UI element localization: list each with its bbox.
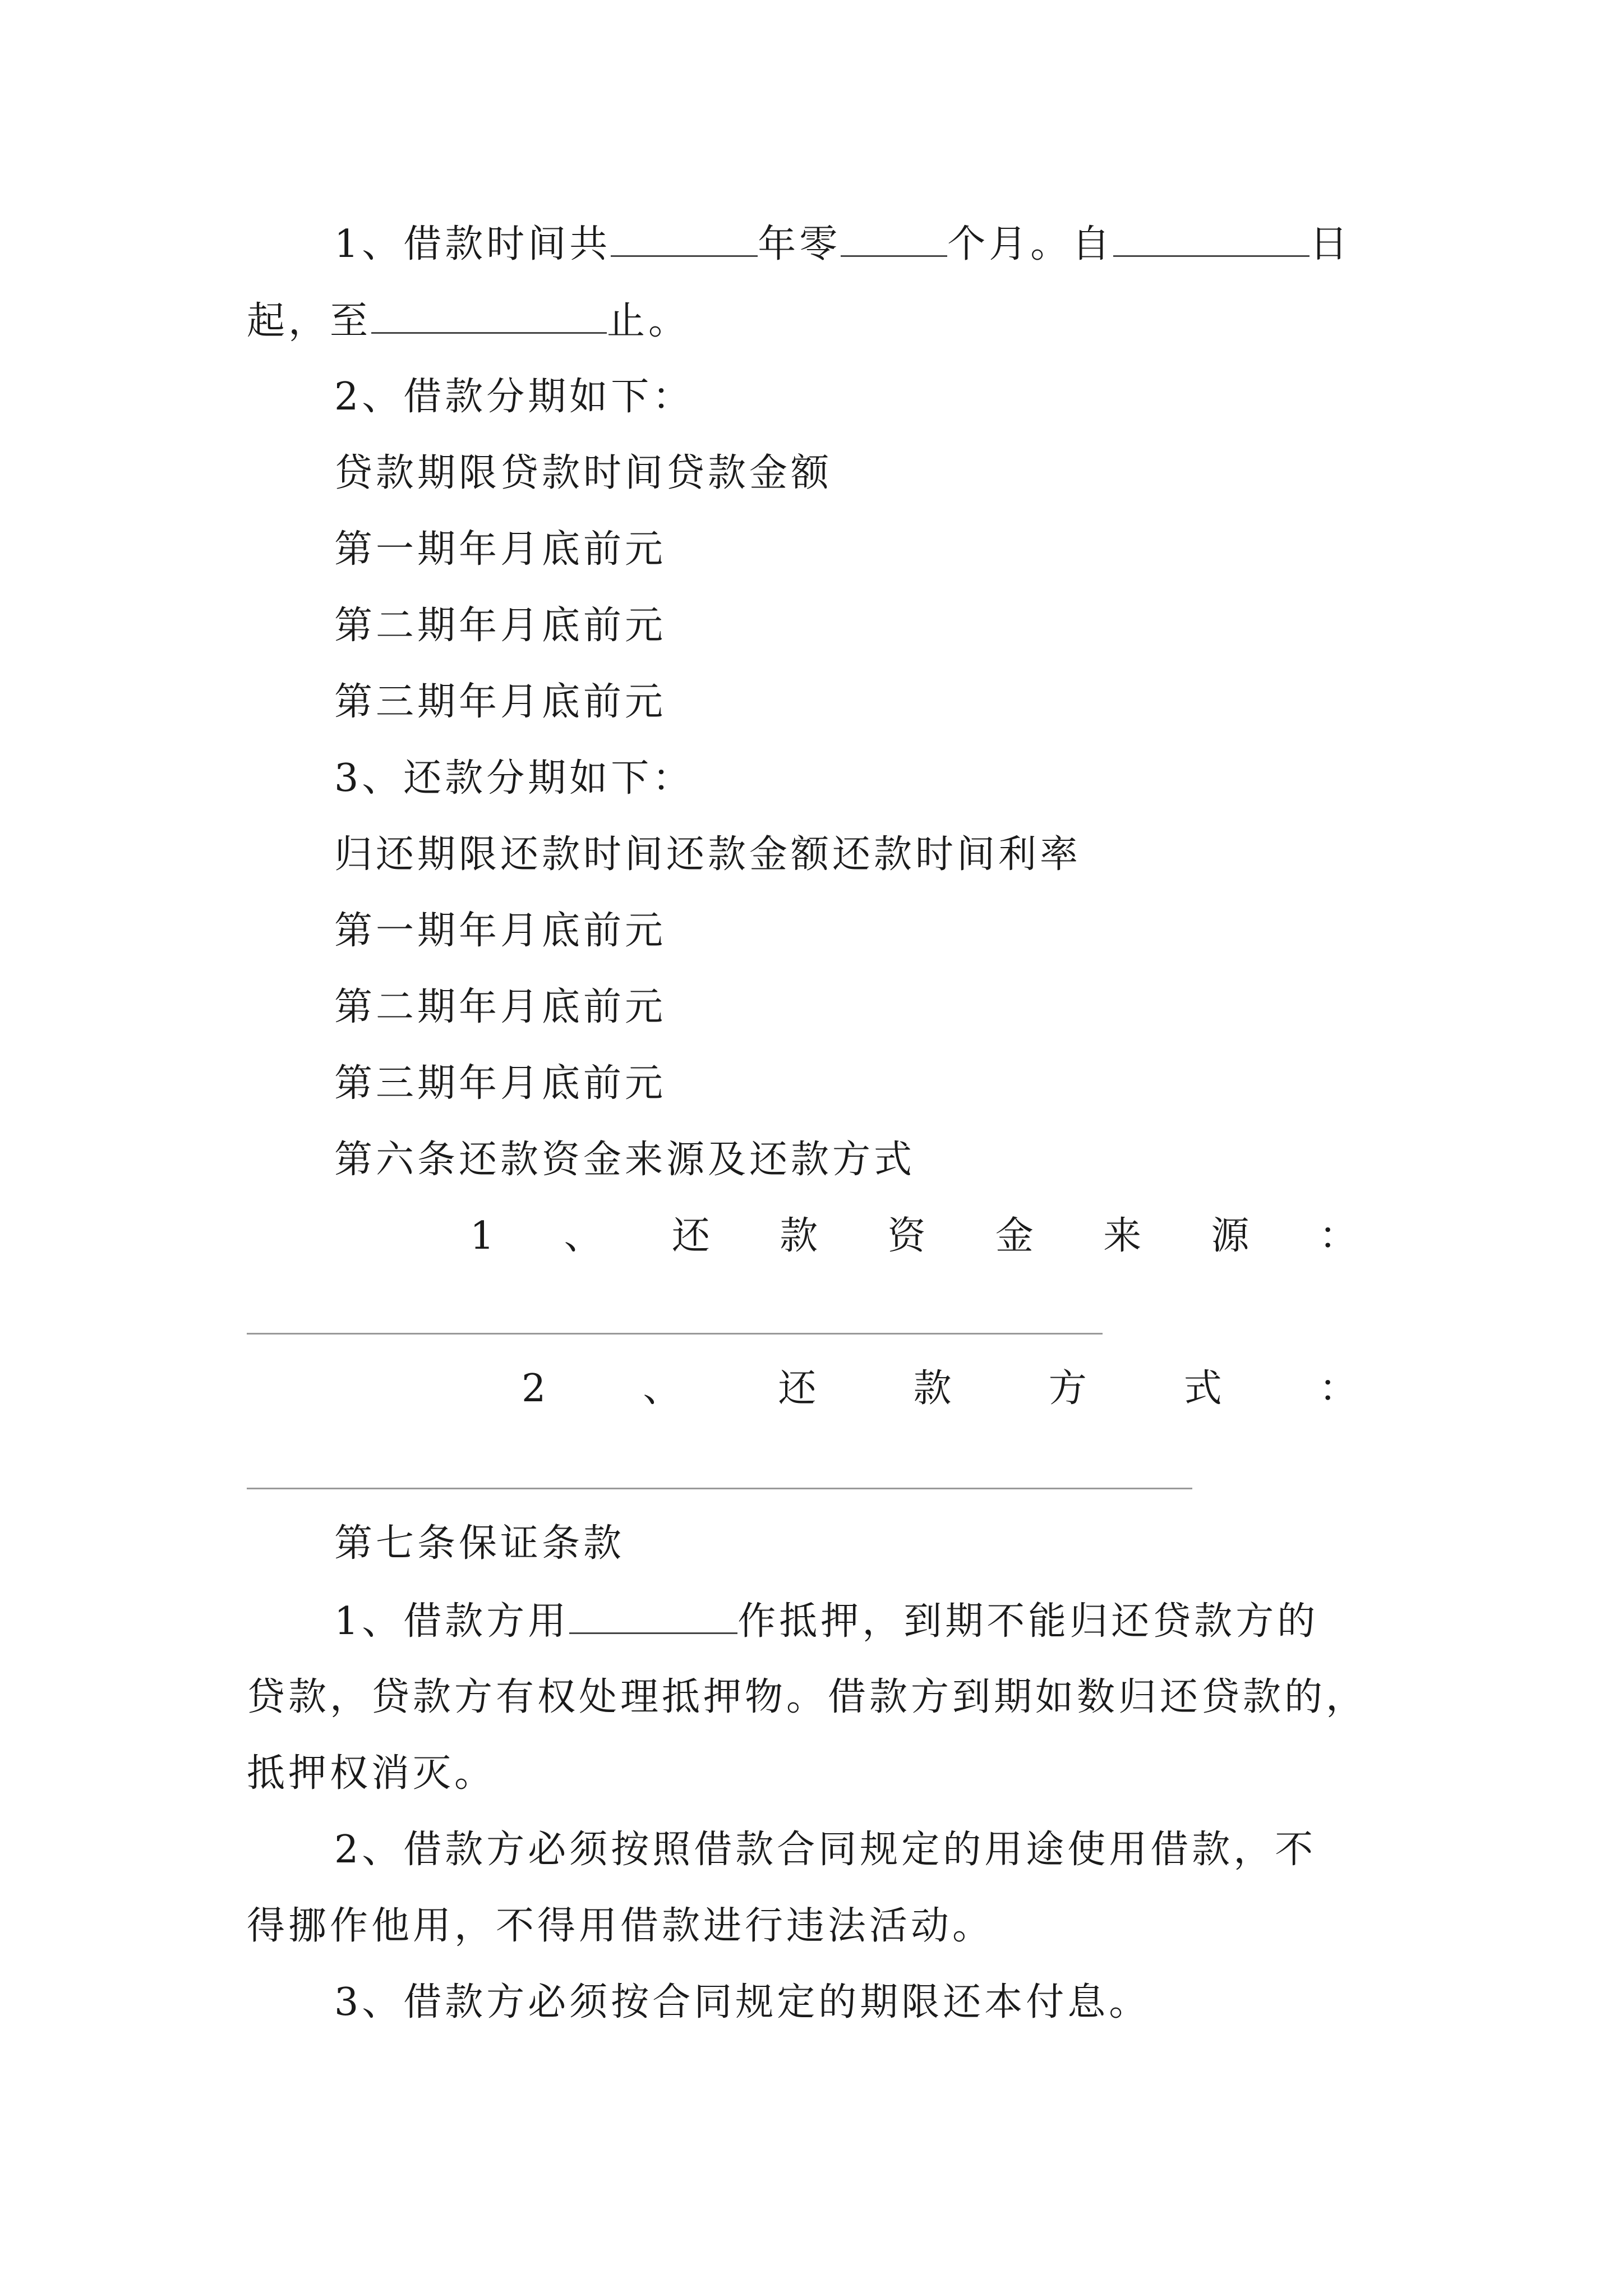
article6-item1-char: 还 [671,1214,710,1258]
article7-item1-line1 [334,1593,1318,1650]
loan-time-text-5: 起，至 [247,299,372,343]
loan-time-text-3: 个月。自 [947,222,1114,266]
article7-item2-line2: 得挪作他用，不得用借款进行违法活动。 [247,1904,994,1948]
article6-item2-char: 方 [1048,1366,1087,1411]
article6-item2-char: 款 [913,1366,952,1411]
repay-row: 第三期年月底前元 [334,1061,667,1106]
article6-item1-char: 款 [780,1214,818,1258]
loan-row: 第一期年月底前元 [334,527,667,572]
loan-row: 第二期年月底前元 [334,604,667,648]
loan-end-date-blank [371,293,607,334]
article6-item1-char: 、 [564,1214,602,1258]
article7-item1-line2: 贷款，贷款方有权处理抵押物。借款方到期如数归还贷款的， [247,1675,1368,1719]
article6-item2-char: 、 [643,1366,681,1411]
article7-item3: 3、借款方必须按合同规定的期限还本付息。 [334,1980,1151,2024]
article6-item1-char: 资 [887,1214,926,1258]
loan-years-blank [611,216,758,257]
loan-time-text-6: 止。 [607,299,690,343]
article7-title: 第七条保证条款 [334,1521,625,1566]
repay-row: 第一期年月底前元 [334,909,667,953]
article6-item1-char: ： [1318,1214,1357,1258]
loan-months-blank [841,216,947,257]
article6-item1-char: 源 [1211,1214,1249,1258]
article7-item1-line3: 抵押权消灭。 [247,1751,496,1796]
loan-row: 第三期年月底前元 [334,680,667,724]
article6-item1 [470,1208,1357,1264]
repay-row: 第二期年月底前元 [334,985,667,1029]
article7-item1-text-2: 作抵押，到期不能归还贷款方的 [737,1599,1319,1644]
article6-item1-char: 1 [470,1214,495,1258]
article6-item2-blank-line [247,1488,1192,1489]
collateral-blank [569,1593,737,1634]
article6-item1-char: 金 [995,1214,1034,1258]
loan-time-text-2: 年零 [758,222,841,266]
article6-item2-char: 2 [522,1366,546,1411]
article6-item2 [522,1361,1357,1417]
loan-time-text-4: 日 [1310,222,1352,266]
article6-item1-char: 来 [1103,1214,1142,1258]
repay-table-header: 归还期限还款时间还款金额还款时间利率 [334,832,1082,877]
loan-time-line-2 [247,293,690,349]
loan-installments-heading: 2、借款分期如下： [334,375,694,419]
article6-item1-blank-line [247,1333,1103,1335]
repay-installments-heading: 3、还款分期如下： [334,756,694,800]
loan-start-date-blank [1113,216,1310,257]
loan-table-header: 贷款期限贷款时间贷款金额 [334,451,833,495]
article6-item2-char: 式 [1183,1366,1222,1411]
article7-item2-line1: 2、借款方必须按照借款合同规定的用途使用借款，不 [334,1828,1317,1872]
loan-time-line-1 [334,216,1351,273]
loan-time-text-1: 1、借款时间共 [334,222,611,266]
article7-item1-text-1: 1、借款方用 [334,1599,570,1644]
article6-item2-char: ： [1318,1366,1357,1411]
article6-item2-char: 还 [778,1366,817,1411]
article6-title: 第六条还款资金来源及还款方式 [334,1138,916,1182]
